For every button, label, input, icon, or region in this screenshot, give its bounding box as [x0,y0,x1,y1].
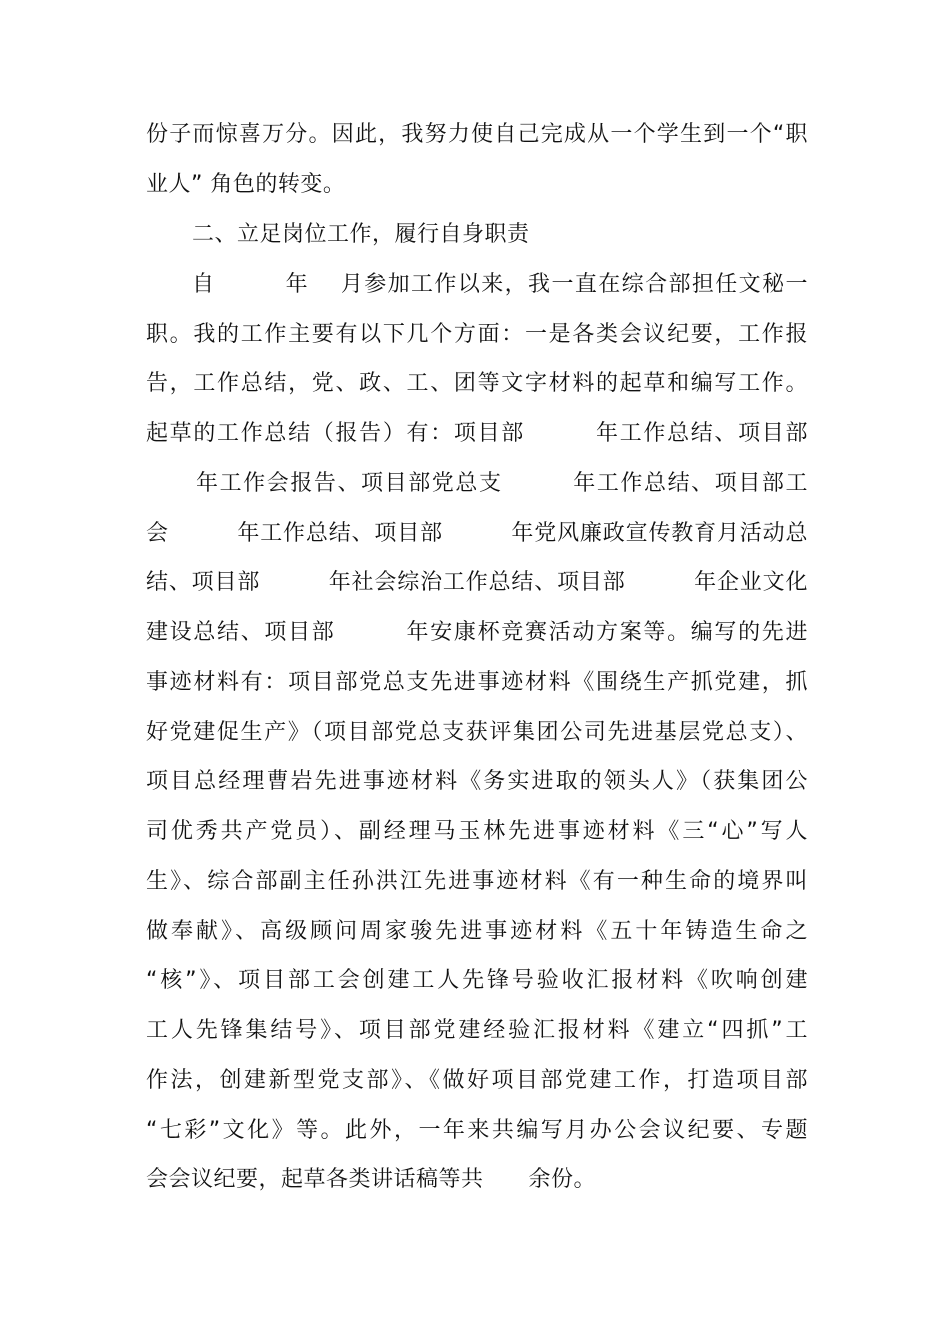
text-line-1: 份子而惊喜万分。因此，我努力使自己完成从一个学生到一个“职 [146,122,808,147]
text-line-16: 生》、综合部副主任孙洪江先进事迹材料《有一种生命的境界叫 [146,869,808,894]
text-line-21: “七彩”文化》等。此外，一年来共编写月办公会议纪要、专题 [146,1118,808,1143]
text-line-13: 好党建促生产》（项目部党总支获评集团公司先进基层党总支）、 [146,720,808,745]
text-line-5: 职。我的工作主要有以下几个方面：一是各类会议纪要，工作报 [146,322,808,347]
text-line-12: 事迹材料有：项目部党总支先进事迹材料《围绕生产抓党建，抓 [146,670,808,695]
text-line-15: 司优秀共产党员）、副经理马玉林先进事迹材料《三“心”写人 [146,819,809,844]
text-line-10: 结、项目部 年社会综治工作总结、项目部 年企业文化 [146,570,808,595]
section-heading: 二、立足岗位工作，履行自身职责 [192,222,530,247]
text-line-22: 会会议纪要，起草各类讲话稿等共 余份。 [146,1167,597,1192]
text-line-6: 告，工作总结，党、政、工、团等文字材料的起草和编写工作。 [146,371,808,396]
text-line-18: “核”》、项目部工会创建工人先锋号验收汇报材料《吹响创建 [146,968,809,993]
text-line-14: 项目总经理曹岩先进事迹材料《务实进取的领头人》（获集团公 [146,769,808,794]
text-line-9: 会 年工作总结、项目部 年党风廉政宣传教育月活动总 [146,521,808,546]
text-line-17: 做奉献》、高级顾问周家骏先进事迹材料《五十年铸造生命之 [146,919,808,944]
text-line-7: 起草的工作总结（报告）有：项目部 年工作总结、项目部 [146,421,808,446]
text-line-19: 工人先锋集结号》、项目部党建经验汇报材料《建立“四抓”工 [146,1018,808,1043]
text-line-2: 业人” 角色的转变。 [146,172,346,197]
text-line-20: 作法，创建新型党支部》、《做好项目部党建工作，打造项目部 [146,1068,808,1093]
text-line-11: 建设总结、项目部 年安康杯竞赛活动方案等。编写的先进 [146,620,808,645]
text-line-8: 年工作会报告、项目部党总支 年工作总结、项目部工 [196,471,808,496]
text-line-4: 自 年 月参加工作以来，我一直在综合部担任文秘一 [192,272,808,297]
